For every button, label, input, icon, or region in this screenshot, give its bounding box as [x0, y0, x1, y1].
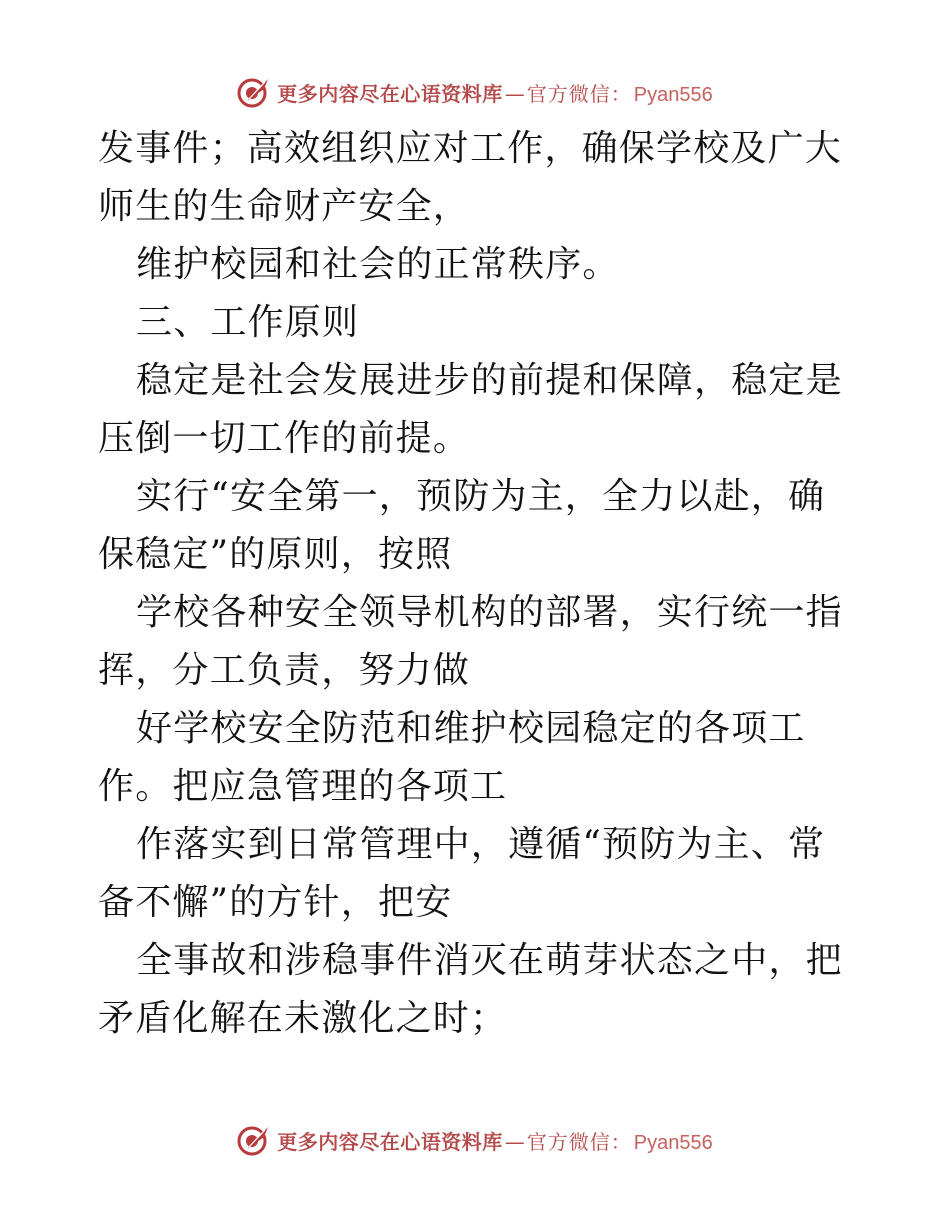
header-banner-main: 更多内容尽在心语资料库 — [277, 81, 503, 106]
paragraph-6: 好学校安全防范和维护校园稳定的各项工作。把应急管理的各项工 — [98, 708, 806, 807]
paragraph-7: 作落实到日常管理中，遵循“预防为主、常备不懈”的方针，把安 — [98, 824, 826, 923]
section-heading: 三、工作原则 — [136, 302, 360, 343]
header-banner-dash: — — [504, 81, 525, 106]
header-banner-label: 官方微信： — [526, 81, 632, 106]
footer-banner — [0, 1118, 950, 1162]
footer-banner-wechat-id: Pyan556 — [633, 1131, 713, 1154]
footer-banner-dash: — — [504, 1129, 525, 1154]
header-banner-wechat-id: Pyan556 — [633, 83, 713, 106]
quill-pen-logo-icon — [237, 75, 271, 109]
quill-pen-logo-icon — [237, 1123, 271, 1157]
paragraph-5: 学校各种安全领导机构的部署，实行统一指挥，分工负责，努力做 — [98, 592, 843, 691]
paragraph-3: 稳定是社会发展进步的前提和保障，稳定是压倒一切工作的前提。 — [98, 360, 843, 459]
footer-banner-main: 更多内容尽在心语资料库 — [277, 1129, 503, 1154]
footer-banner-text — [277, 1126, 712, 1155]
header-banner-text — [277, 78, 712, 107]
document-body — [98, 120, 858, 1048]
paragraph-2: 维护校园和社会的正常秩序。 — [136, 244, 620, 285]
paragraph-4: 实行“安全第一，预防为主，全力以赴，确保稳定”的原则，按照 — [98, 476, 826, 575]
paragraph-1: 发事件；高效组织应对工作，确保学校及广大师生的生命财产安全， — [98, 128, 843, 227]
paragraph-8: 全事故和涉稳事件消灭在萌芽状态之中，把矛盾化解在未激化之时； — [98, 940, 843, 1039]
footer-banner-label: 官方微信： — [526, 1129, 632, 1154]
header-banner — [0, 70, 950, 114]
